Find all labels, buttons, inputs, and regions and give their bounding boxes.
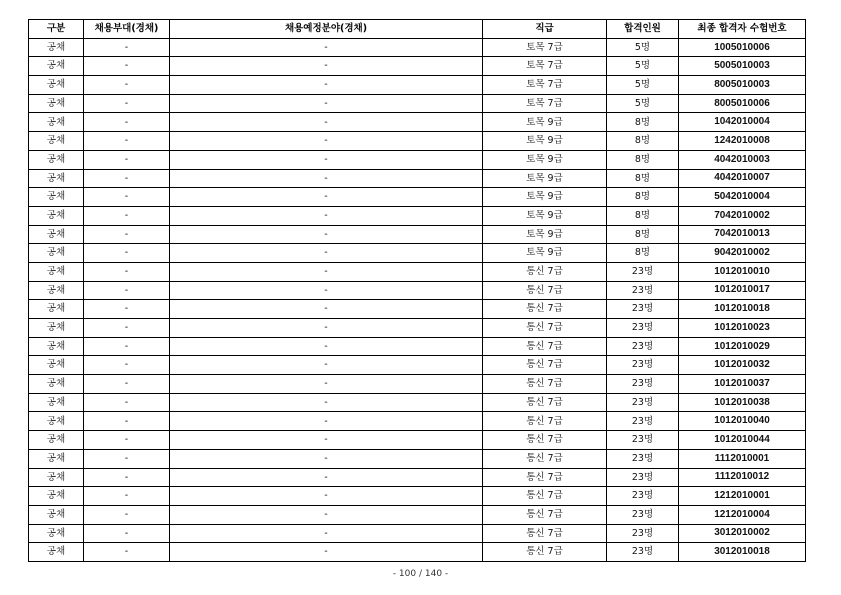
cell-type: 공채 bbox=[29, 188, 84, 207]
cell-field: - bbox=[170, 94, 483, 113]
cell-field: - bbox=[170, 543, 483, 562]
cell-type: 공채 bbox=[29, 505, 84, 524]
table-row bbox=[29, 262, 806, 281]
cell-field: - bbox=[170, 150, 483, 169]
cell-type: 공채 bbox=[29, 337, 84, 356]
cell-grade: 통신 7급 bbox=[483, 262, 607, 281]
cell-exam-no: 1212010004 bbox=[679, 505, 806, 524]
cell-exam-no: 1112010001 bbox=[679, 449, 806, 468]
cell-exam-no: 1012010010 bbox=[679, 262, 806, 281]
cell-count: 23명 bbox=[607, 300, 679, 319]
page-number: - 100 / 140 - bbox=[392, 569, 449, 579]
table-row bbox=[29, 505, 806, 524]
cell-dept: - bbox=[84, 543, 170, 562]
cell-count: 23명 bbox=[607, 281, 679, 300]
results-body bbox=[29, 38, 806, 561]
cell-type: 공채 bbox=[29, 94, 84, 113]
cell-count: 8명 bbox=[607, 225, 679, 244]
table-row bbox=[29, 225, 806, 244]
cell-field: - bbox=[170, 206, 483, 225]
cell-dept: - bbox=[84, 431, 170, 450]
header-grade: 직급 bbox=[483, 20, 607, 39]
header-count: 합격인원 bbox=[607, 20, 679, 39]
cell-type: 공채 bbox=[29, 150, 84, 169]
cell-exam-no: 1242010008 bbox=[679, 132, 806, 151]
cell-type: 공채 bbox=[29, 487, 84, 506]
cell-count: 23명 bbox=[607, 337, 679, 356]
cell-count: 8명 bbox=[607, 150, 679, 169]
cell-count: 5명 bbox=[607, 94, 679, 113]
cell-type: 공채 bbox=[29, 319, 84, 338]
table-row bbox=[29, 449, 806, 468]
cell-exam-no: 1012010044 bbox=[679, 431, 806, 450]
cell-count: 5명 bbox=[607, 76, 679, 95]
table-row bbox=[29, 206, 806, 225]
cell-count: 23명 bbox=[607, 262, 679, 281]
cell-count: 23명 bbox=[607, 487, 679, 506]
cell-type: 공채 bbox=[29, 225, 84, 244]
cell-exam-no: 1012010040 bbox=[679, 412, 806, 431]
cell-grade: 토목 7급 bbox=[483, 57, 607, 76]
cell-grade: 토목 9급 bbox=[483, 206, 607, 225]
cell-grade: 통신 7급 bbox=[483, 449, 607, 468]
cell-grade: 통신 7급 bbox=[483, 505, 607, 524]
cell-field: - bbox=[170, 487, 483, 506]
cell-type: 공채 bbox=[29, 412, 84, 431]
cell-exam-no: 1042010004 bbox=[679, 113, 806, 132]
cell-field: - bbox=[170, 431, 483, 450]
cell-dept: - bbox=[84, 281, 170, 300]
cell-field: - bbox=[170, 38, 483, 57]
table-row bbox=[29, 94, 806, 113]
table-row bbox=[29, 356, 806, 375]
table-row bbox=[29, 543, 806, 562]
cell-type: 공채 bbox=[29, 262, 84, 281]
header-exam-no: 최종 합격자 수험번호 bbox=[679, 20, 806, 39]
cell-grade: 토목 7급 bbox=[483, 38, 607, 57]
cell-type: 공채 bbox=[29, 375, 84, 394]
cell-field: - bbox=[170, 524, 483, 543]
cell-exam-no: 3012010018 bbox=[679, 543, 806, 562]
results-sheet bbox=[28, 19, 805, 562]
cell-exam-no: 1212010001 bbox=[679, 487, 806, 506]
table-row bbox=[29, 169, 806, 188]
table-row bbox=[29, 337, 806, 356]
cell-exam-no: 7042010013 bbox=[679, 225, 806, 244]
cell-dept: - bbox=[84, 393, 170, 412]
cell-dept: - bbox=[84, 487, 170, 506]
cell-dept: - bbox=[84, 113, 170, 132]
table-row bbox=[29, 150, 806, 169]
cell-type: 공채 bbox=[29, 543, 84, 562]
cell-dept: - bbox=[84, 319, 170, 338]
cell-count: 23명 bbox=[607, 449, 679, 468]
cell-dept: - bbox=[84, 206, 170, 225]
cell-exam-no: 1012010038 bbox=[679, 393, 806, 412]
header-field: 채용예정분야(경채) bbox=[170, 20, 483, 39]
table-row bbox=[29, 38, 806, 57]
cell-type: 공채 bbox=[29, 393, 84, 412]
cell-exam-no: 1012010032 bbox=[679, 356, 806, 375]
table-row bbox=[29, 375, 806, 394]
table-row bbox=[29, 76, 806, 95]
cell-count: 23명 bbox=[607, 524, 679, 543]
cell-field: - bbox=[170, 262, 483, 281]
cell-count: 5명 bbox=[607, 57, 679, 76]
cell-type: 공채 bbox=[29, 244, 84, 263]
cell-field: - bbox=[170, 505, 483, 524]
cell-type: 공채 bbox=[29, 300, 84, 319]
cell-exam-no: 1012010037 bbox=[679, 375, 806, 394]
cell-field: - bbox=[170, 337, 483, 356]
cell-field: - bbox=[170, 244, 483, 263]
cell-field: - bbox=[170, 57, 483, 76]
cell-type: 공채 bbox=[29, 356, 84, 375]
table-row bbox=[29, 244, 806, 263]
cell-field: - bbox=[170, 281, 483, 300]
cell-exam-no: 4042010007 bbox=[679, 169, 806, 188]
table-row bbox=[29, 281, 806, 300]
cell-grade: 토목 7급 bbox=[483, 94, 607, 113]
cell-type: 공채 bbox=[29, 468, 84, 487]
results-table bbox=[28, 19, 806, 562]
cell-grade: 토목 9급 bbox=[483, 150, 607, 169]
cell-count: 23명 bbox=[607, 543, 679, 562]
cell-dept: - bbox=[84, 524, 170, 543]
cell-exam-no: 1012010018 bbox=[679, 300, 806, 319]
cell-count: 8명 bbox=[607, 169, 679, 188]
cell-dept: - bbox=[84, 375, 170, 394]
cell-dept: - bbox=[84, 300, 170, 319]
cell-field: - bbox=[170, 225, 483, 244]
cell-dept: - bbox=[84, 150, 170, 169]
cell-type: 공채 bbox=[29, 524, 84, 543]
cell-exam-no: 7042010002 bbox=[679, 206, 806, 225]
cell-type: 공채 bbox=[29, 449, 84, 468]
cell-type: 공채 bbox=[29, 113, 84, 132]
cell-field: - bbox=[170, 449, 483, 468]
cell-grade: 통신 7급 bbox=[483, 393, 607, 412]
cell-exam-no: 4042010003 bbox=[679, 150, 806, 169]
cell-grade: 통신 7급 bbox=[483, 543, 607, 562]
cell-dept: - bbox=[84, 505, 170, 524]
cell-exam-no: 3012010002 bbox=[679, 524, 806, 543]
header-row bbox=[29, 20, 806, 39]
cell-type: 공채 bbox=[29, 132, 84, 151]
cell-count: 8명 bbox=[607, 206, 679, 225]
cell-field: - bbox=[170, 169, 483, 188]
cell-exam-no: 9042010002 bbox=[679, 244, 806, 263]
cell-exam-no: 1005010006 bbox=[679, 38, 806, 57]
cell-grade: 통신 7급 bbox=[483, 300, 607, 319]
cell-grade: 통신 7급 bbox=[483, 524, 607, 543]
cell-grade: 통신 7급 bbox=[483, 412, 607, 431]
cell-dept: - bbox=[84, 169, 170, 188]
cell-dept: - bbox=[84, 188, 170, 207]
cell-type: 공채 bbox=[29, 281, 84, 300]
cell-type: 공채 bbox=[29, 169, 84, 188]
table-row bbox=[29, 412, 806, 431]
cell-count: 23명 bbox=[607, 319, 679, 338]
table-row bbox=[29, 524, 806, 543]
cell-type: 공채 bbox=[29, 431, 84, 450]
table-row bbox=[29, 468, 806, 487]
table-row bbox=[29, 113, 806, 132]
cell-dept: - bbox=[84, 356, 170, 375]
cell-count: 23명 bbox=[607, 431, 679, 450]
table-row bbox=[29, 57, 806, 76]
cell-dept: - bbox=[84, 449, 170, 468]
cell-field: - bbox=[170, 393, 483, 412]
cell-exam-no: 1112010012 bbox=[679, 468, 806, 487]
cell-field: - bbox=[170, 356, 483, 375]
cell-count: 8명 bbox=[607, 244, 679, 263]
cell-type: 공채 bbox=[29, 57, 84, 76]
cell-dept: - bbox=[84, 76, 170, 95]
cell-dept: - bbox=[84, 337, 170, 356]
cell-count: 23명 bbox=[607, 393, 679, 412]
table-row bbox=[29, 431, 806, 450]
cell-grade: 토목 9급 bbox=[483, 188, 607, 207]
cell-field: - bbox=[170, 375, 483, 394]
cell-exam-no: 1012010023 bbox=[679, 319, 806, 338]
cell-grade: 토목 7급 bbox=[483, 76, 607, 95]
cell-exam-no: 1012010017 bbox=[679, 281, 806, 300]
cell-dept: - bbox=[84, 132, 170, 151]
table-row bbox=[29, 487, 806, 506]
cell-dept: - bbox=[84, 225, 170, 244]
cell-exam-no: 5042010004 bbox=[679, 188, 806, 207]
cell-field: - bbox=[170, 412, 483, 431]
cell-exam-no: 8005010006 bbox=[679, 94, 806, 113]
cell-count: 8명 bbox=[607, 132, 679, 151]
cell-field: - bbox=[170, 319, 483, 338]
cell-exam-no: 5005010003 bbox=[679, 57, 806, 76]
cell-type: 공채 bbox=[29, 206, 84, 225]
table-row bbox=[29, 132, 806, 151]
cell-grade: 통신 7급 bbox=[483, 319, 607, 338]
table-row bbox=[29, 188, 806, 207]
cell-dept: - bbox=[84, 244, 170, 263]
header-type: 구분 bbox=[29, 20, 84, 39]
header-dept: 채용부대(경채) bbox=[84, 20, 170, 39]
cell-type: 공채 bbox=[29, 38, 84, 57]
cell-count: 23명 bbox=[607, 505, 679, 524]
cell-count: 5명 bbox=[607, 38, 679, 57]
cell-field: - bbox=[170, 132, 483, 151]
cell-field: - bbox=[170, 113, 483, 132]
table-row bbox=[29, 319, 806, 338]
table-row bbox=[29, 393, 806, 412]
cell-exam-no: 8005010003 bbox=[679, 76, 806, 95]
cell-count: 8명 bbox=[607, 113, 679, 132]
cell-grade: 통신 7급 bbox=[483, 337, 607, 356]
cell-grade: 통신 7급 bbox=[483, 281, 607, 300]
cell-count: 23명 bbox=[607, 412, 679, 431]
cell-count: 8명 bbox=[607, 188, 679, 207]
cell-grade: 토목 9급 bbox=[483, 225, 607, 244]
cell-count: 23명 bbox=[607, 375, 679, 394]
cell-grade: 통신 7급 bbox=[483, 375, 607, 394]
cell-grade: 통신 7급 bbox=[483, 468, 607, 487]
cell-dept: - bbox=[84, 57, 170, 76]
cell-field: - bbox=[170, 300, 483, 319]
cell-dept: - bbox=[84, 38, 170, 57]
cell-dept: - bbox=[84, 94, 170, 113]
cell-field: - bbox=[170, 468, 483, 487]
cell-dept: - bbox=[84, 468, 170, 487]
cell-grade: 토목 9급 bbox=[483, 113, 607, 132]
cell-grade: 토목 9급 bbox=[483, 132, 607, 151]
table-row bbox=[29, 300, 806, 319]
cell-dept: - bbox=[84, 412, 170, 431]
cell-count: 23명 bbox=[607, 356, 679, 375]
cell-grade: 토목 9급 bbox=[483, 244, 607, 263]
cell-grade: 통신 7급 bbox=[483, 487, 607, 506]
cell-type: 공채 bbox=[29, 76, 84, 95]
cell-count: 23명 bbox=[607, 468, 679, 487]
cell-field: - bbox=[170, 188, 483, 207]
cell-grade: 통신 7급 bbox=[483, 356, 607, 375]
cell-grade: 통신 7급 bbox=[483, 431, 607, 450]
cell-field: - bbox=[170, 76, 483, 95]
cell-grade: 토목 9급 bbox=[483, 169, 607, 188]
cell-exam-no: 1012010029 bbox=[679, 337, 806, 356]
cell-dept: - bbox=[84, 262, 170, 281]
